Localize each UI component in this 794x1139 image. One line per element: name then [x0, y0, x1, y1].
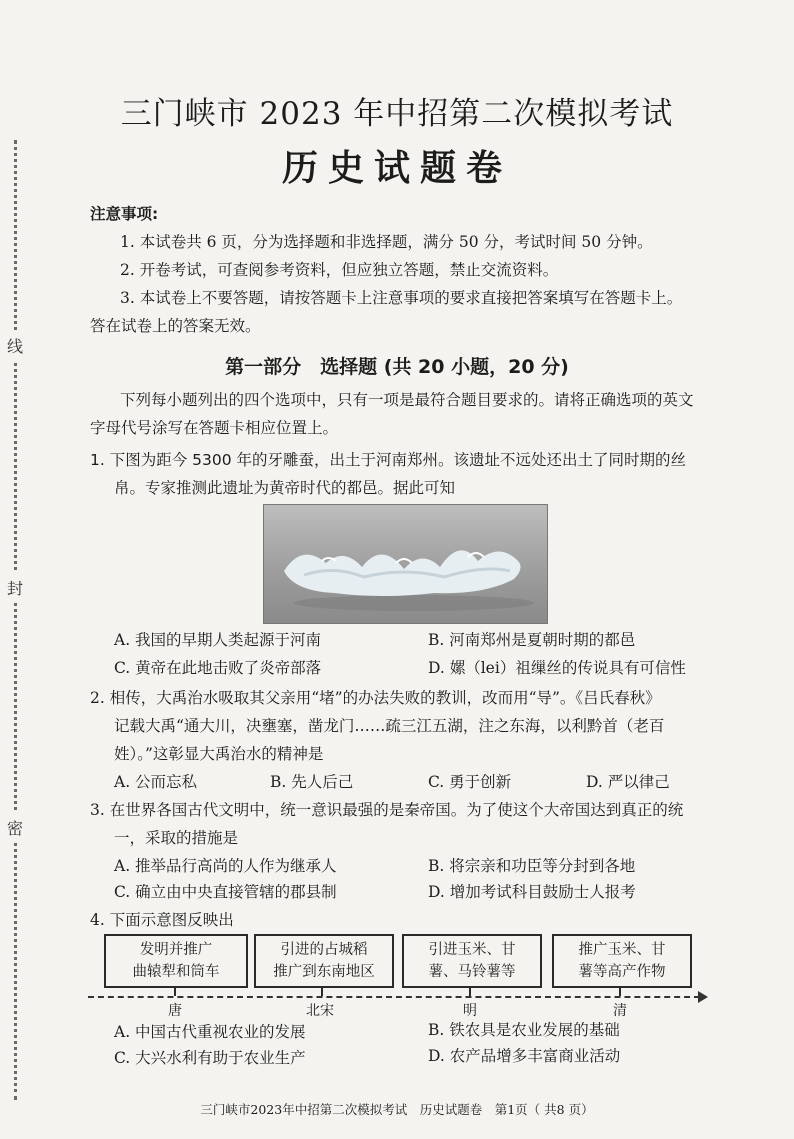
timeline-box-text: 薯等高产作物: [578, 964, 666, 980]
q2-stem-line-2: 记载大禹“通大川，决壅塞，凿龙门……疏三江五湖，注之东海，以利黔首（老百: [114, 717, 665, 735]
ivory-silkworm-photo: [263, 504, 548, 624]
timeline-box-northern-song: [254, 934, 394, 988]
timeline-connector: [321, 986, 323, 996]
notice-item-3-cont: 答在试卷上的答案无效。: [90, 317, 261, 335]
timeline-dynasty-label: 北宋: [306, 1003, 334, 1019]
q2-option-c: C. 勇于创新: [428, 773, 512, 791]
timeline-dynasty-label: 唐: [168, 1003, 182, 1019]
timeline-connector: [619, 986, 621, 996]
q2-stem-line-3: 姓）。”这彰显大禹治水的精神是: [114, 745, 324, 763]
notice-item-3: 3. 本试卷上不要答题，请按答题卡上注意事项的要求直接把答案填写在答题卡上。: [120, 289, 683, 307]
q1-stem-line-1: 1. 下图为距今 5300 年的牙雕蚕，出土于河南郑州。该遗址不远处还出土了同时期的丝: [90, 451, 687, 469]
q3-option-c: C. 确立由中央直接管辖的郡县制: [114, 883, 337, 901]
q1-option-d: D. 嫘（lei）祖缫丝的传说具有可信性: [428, 659, 686, 677]
q3-stem-line-2: 一，采取的措施是: [114, 829, 239, 847]
q1-option-a: A. 我国的早期人类起源于河南: [114, 631, 322, 649]
timeline-box-text: 发明并推广: [139, 942, 213, 958]
timeline-connector: [469, 986, 471, 996]
timeline-box-qing: [552, 934, 692, 988]
timeline-box-tang: [104, 934, 248, 988]
timeline-connector: [174, 986, 176, 996]
notice-item-2: 2. 开卷考试，可查阅参考资料，但应独立答题，禁止交流资料。: [120, 261, 559, 279]
q2-option-a: A. 公而忘私: [114, 773, 198, 791]
timeline-arrow-icon: [698, 991, 708, 1003]
margin-mark-sealed: 密: [4, 812, 26, 843]
q2-stem-line-1: 2. 相传，大禹治水吸取其父亲用“堵”的办法失败的教训，改而用“导”。《吕氏春秋》: [90, 689, 661, 707]
q4-option-d: D. 农产品增多丰富商业活动: [428, 1047, 621, 1065]
instructions-line-1: 下列每小题列出的四个选项中，只有一项是最符合题目要求的。请将正确选项的英文: [120, 391, 694, 409]
timeline-box-text: 推广到东南地区: [273, 964, 375, 980]
timeline-box-text: 薯、马铃薯等: [428, 964, 516, 980]
timeline-dynasty-label: 明: [463, 1003, 477, 1019]
q4-stem: 4. 下面示意图反映出: [90, 911, 234, 929]
q3-option-d: D. 增加考试科目鼓励士人报考: [428, 883, 636, 901]
margin-mark-line: 线: [4, 330, 26, 361]
timeline-dynasty-label: 清: [613, 1003, 627, 1019]
q3-option-a: A. 推举品行高尚的人作为继承人: [114, 857, 337, 875]
q2-option-d: D. 严以律己: [586, 773, 670, 791]
silkworm-carving-image: [264, 505, 547, 623]
timeline-box-text: 引进玉米、甘: [428, 942, 516, 958]
margin-mark-seal: 封: [4, 572, 26, 603]
q4-option-b: B. 铁农具是农业发展的基础: [428, 1021, 620, 1039]
binding-line: [14, 140, 17, 1100]
timeline-box-text: 引进的占城稻: [280, 942, 368, 958]
timeline-box-text: 曲辕犁和筒车: [132, 964, 220, 980]
timeline-box-text: 推广玉米、甘: [578, 942, 666, 958]
q1-option-b: B. 河南郑州是夏朝时期的都邑: [428, 631, 636, 649]
paper-subtitle: 历史试题卷: [281, 147, 512, 189]
q4-option-c: C. 大兴水利有助于农业生产: [114, 1049, 306, 1067]
q1-option-c: C. 黄帝在此地击败了炎帝部落: [114, 659, 322, 677]
notice-item-1: 1. 本试卷共 6 页，分为选择题和非选择题，满分 50 分，考试时间 50 分钟。: [120, 233, 653, 251]
q2-option-b: B. 先人后己: [270, 773, 354, 791]
q3-option-b: B. 将宗亲和功臣等分封到各地: [428, 857, 636, 875]
exam-title: 三门峡市 2023 年中招第二次模拟考试: [120, 96, 674, 132]
section-title: 第一部分 选择题 (共 20 小题，20 分): [225, 356, 569, 378]
instructions-line-2: 字母代号涂写在答题卡相应位置上。: [90, 419, 339, 437]
q4-option-a: A. 中国古代重视农业的发展: [114, 1023, 306, 1041]
notice-heading: 注意事项:: [90, 205, 159, 223]
timeline-axis: [88, 996, 700, 998]
timeline-box-ming: [402, 934, 542, 988]
q1-stem-line-2: 帛。专家推测此遗址为黄帝时代的都邑。据此可知: [114, 479, 456, 497]
page-footer: 三门峡市2023年中招第二次模拟考试 历史试题卷 第1页（ 共8 页）: [200, 1102, 594, 1117]
q3-stem-line-1: 3. 在世界各国古代文明中，统一意识最强的是秦帝国。为了使这个大帝国达到真正的统: [90, 801, 684, 819]
